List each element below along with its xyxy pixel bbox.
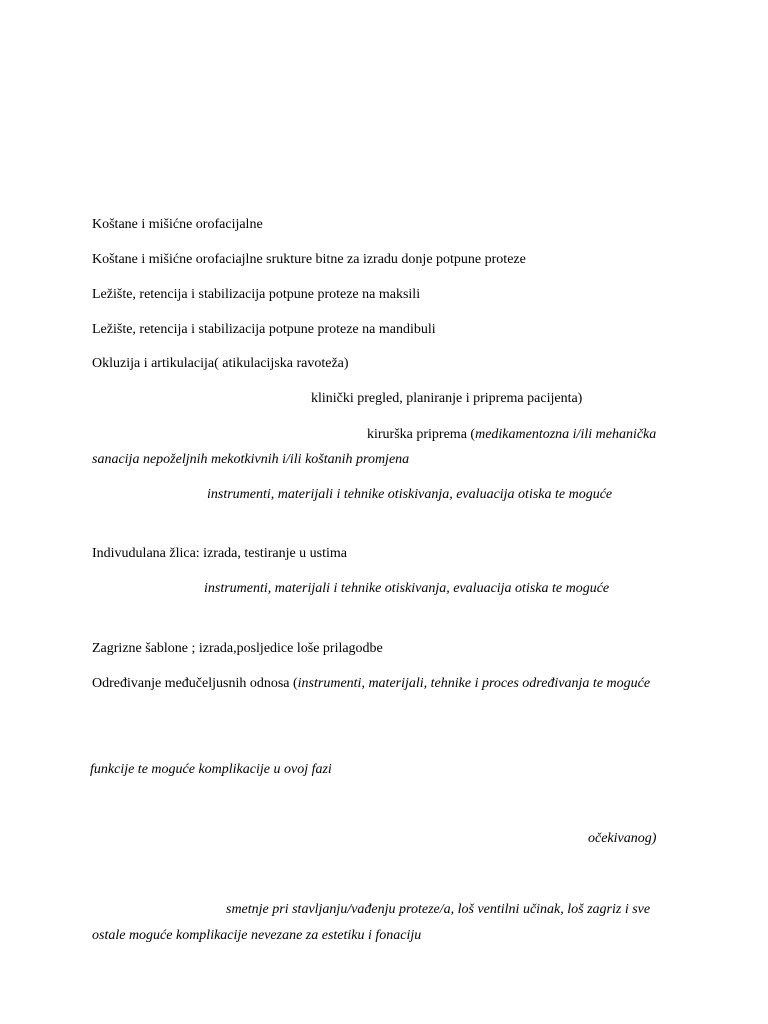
line-okluzija: Okluzija i artikulacija( atikulacijska ravoteža) xyxy=(92,356,349,371)
kirurska-label: kirurška priprema ( xyxy=(367,427,476,442)
line-klinicki-pregled: klinički pregled, planiranje i priprema pacijenta) xyxy=(311,391,583,406)
odredjivanje-label: Određivanje međučeljusnih odnosa ( xyxy=(92,676,298,691)
line-ocekivanog: očekivanog) xyxy=(588,831,657,846)
line-zagrizne-sablone: Zagrizne šablone ; izrada,posljedice loše prilagodbe xyxy=(92,641,383,656)
kirurska-italic: medikamentozna i/ili mehanička xyxy=(475,427,657,442)
line-sanacija: sanacija nepoželjnih mekotkivnih i/ili koštanih promjena xyxy=(92,452,410,467)
heading-kostane-misicne: Koštane i mišićne orofacijalne xyxy=(92,217,263,232)
line-funkcije: funkcije te moguće komplikacije u ovoj fazi xyxy=(90,762,332,777)
line-instrumenti-2: instrumenti, materijali i tehnike otiskivanja, evaluacija otiska te moguće xyxy=(204,581,610,596)
line-leziste-maksila: Ležište, retencija i stabilizacija potpune proteze na maksili xyxy=(92,287,421,302)
odredjivanje-italic: instrumenti, materijali, tehnike i proces određivanja te moguće xyxy=(297,676,651,691)
line-koštane-strukture: Koštane i mišićne orofaciajlne srukture bitne za izradu donje potpune proteze xyxy=(92,252,526,267)
line-kirurska-priprema xyxy=(367,426,656,444)
line-odredjivanje xyxy=(92,675,650,693)
line-leziste-mandibula: Ležište, retencija i stabilizacija potpune proteze na mandibuli xyxy=(92,322,436,337)
line-instrumenti-1: instrumenti, materijali i tehnike otiskivanja, evaluacija otiska te moguće xyxy=(207,487,613,502)
line-smetnje: smetnje pri stavljanju/vađenju proteze/a, loš ventilni učinak, loš zagriz i sve xyxy=(226,902,651,917)
line-ostale-komplikacije: ostale moguće komplikacije nevezane za estetiku i fonaciju xyxy=(92,928,422,943)
line-individualna-zlica: Indivudulana žlica: izrada, testiranje u ustima xyxy=(92,546,348,561)
